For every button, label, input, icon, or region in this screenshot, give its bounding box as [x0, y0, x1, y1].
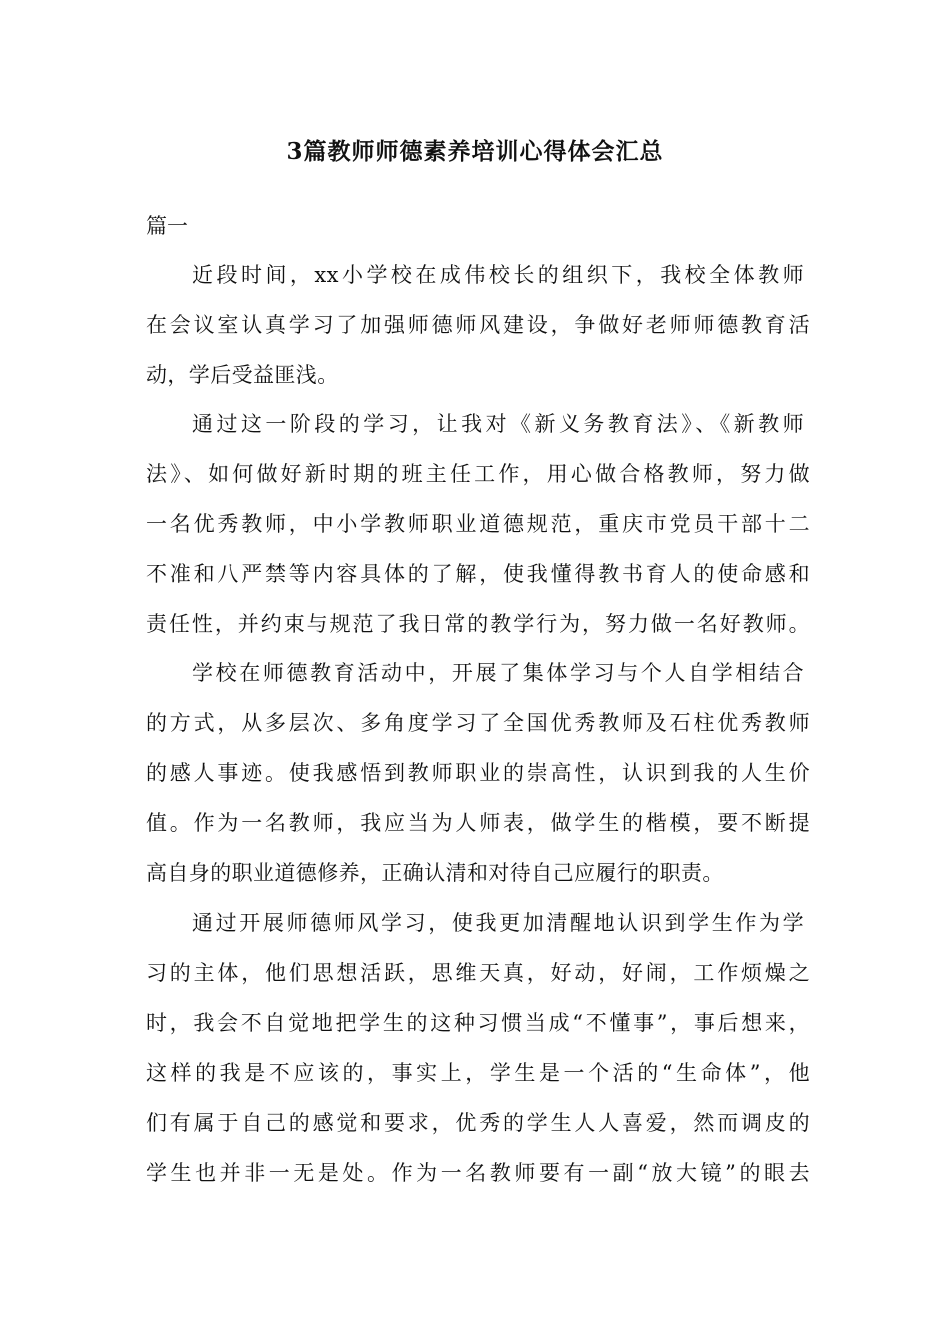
paragraph-3-line-3: 的感人事迹。使我感悟到教师职业的崇高性，认识到我的人生价	[146, 761, 810, 785]
paragraph-2-line-4: 不准和八严禁等内容具体的了解，使我懂得教书育人的使命感和	[146, 562, 810, 586]
paragraph-4-line-5: 们有属于自己的感觉和要求，优秀的学生人人喜爱，然而调皮的	[146, 1111, 810, 1135]
paragraph-1-line-1: 近段时间，xx小学校在成伟校长的组织下，我校全体教师	[192, 263, 804, 287]
paragraph-3-line-2: 的方式，从多层次、多角度学习了全国优秀教师及石柱优秀教师	[146, 711, 810, 735]
paragraph-4-line-4: 这样的我是不应该的，事实上，学生是一个活的“生命体”，他	[146, 1061, 810, 1085]
paragraph-3-line-1: 学校在师德教育活动中，开展了集体学习与个人自学相结合	[192, 661, 804, 685]
document-title: 3篇教师师德素养培训心得体会汇总	[286, 138, 664, 165]
paragraph-2-line-2: 法》、如何做好新时期的班主任工作，用心做合格教师，努力做	[146, 462, 810, 486]
paragraph-4-line-1: 通过开展师德师风学习，使我更加清醒地认识到学生作为学	[192, 911, 804, 935]
paragraph-2-line-1: 通过这一阶段的学习，让我对《新义务教育法》、《新教师	[192, 412, 804, 436]
paragraph-4-line-3: 时，我会不自觉地把学生的这种习惯当成“不懂事”，事后想来，	[146, 1011, 810, 1035]
paragraph-2-line-3: 一名优秀教师，中小学教师职业道德规范，重庆市党员干部十二	[146, 512, 810, 536]
paragraph-3-line-5: 高自身的职业道德修养，正确认清和对待自己应履行的职责。	[146, 861, 724, 885]
paragraph-2-line-5: 责任性，并约束与规范了我日常的教学行为，努力做一名好教师。	[146, 612, 810, 636]
paragraph-1-line-2: 在会议室认真学习了加强师德师风建设，争做好老师师德教育活	[146, 313, 810, 337]
paragraph-4-line-6: 学生也并非一无是处。作为一名教师要有一副“放大镜”的眼去	[146, 1161, 810, 1185]
section-label: 篇一	[146, 214, 188, 238]
paragraph-3-line-4: 值。作为一名教师，我应当为人师表，做学生的楷模，要不断提	[146, 811, 810, 835]
paragraph-4-line-2: 习的主体，他们思想活跃，思维天真，好动，好闹，工作烦燥之	[146, 961, 810, 985]
paragraph-1-line-3: 动，学后受益匪浅。	[146, 363, 339, 387]
